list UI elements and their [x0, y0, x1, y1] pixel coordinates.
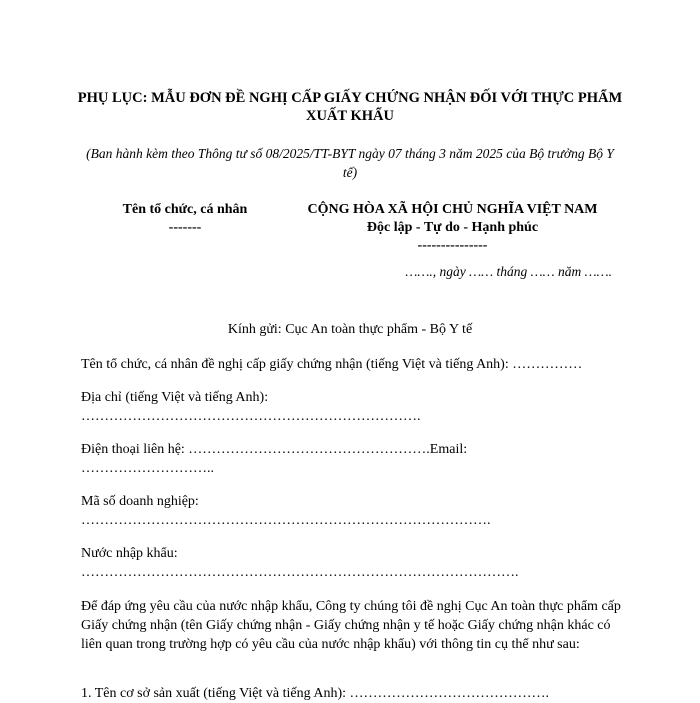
organization-underline: -------	[168, 220, 202, 235]
country-name: CỘNG HÒA XÃ HỘI CHỦ NGHĨA VIỆT NAM	[307, 202, 598, 217]
national-header	[280, 201, 625, 255]
document-subtitle: (Ban hành kèm theo Thông tư số 08/2025/TT-BYT ngày 07 tháng 3 năm 2025 của Bộ trưởng Bộ Y tế)	[86, 146, 614, 180]
date-line: ……., ngày …… tháng …… năm …….	[405, 264, 612, 279]
item-1-production-facility: 1. Tên cơ sở sản xuất (tiếng Việt và tiếng Anh): …………………………………….	[81, 686, 550, 701]
address-label: Địa chỉ (tiếng Việt và tiếng Anh):	[81, 390, 269, 405]
motto-underline: ---------------	[417, 238, 488, 253]
tax-code-label: Mã số doanh nghiệp:	[81, 494, 199, 509]
phone-email-field: Điện thoại liên hệ: …………………………………………….Email:	[81, 442, 468, 457]
organization-header	[100, 201, 270, 237]
address-dots: ……………………………………………………………….	[81, 409, 421, 424]
recipient-line: Kính gửi: Cục An toàn thực phẩm - Bộ Y tế	[227, 322, 473, 337]
org-request-field: Tên tổ chức, cá nhân đề nghị cấp giấy chứng nhận (tiếng Việt và tiếng Anh): ……………	[81, 357, 583, 372]
import-country-label: Nước nhập khẩu:	[81, 546, 178, 561]
request-paragraph: Để đáp ứng yêu cầu của nước nhập khẩu, Công ty chúng tôi đề nghị Cục An toàn thực phẩm cấp Giấy chứng nhận (tên Giấy chứng nhận - Giấy chứng nhận y tế hoặc Giấy chứng nhận khác có liên quan trong trường hợp có yêu cầu của nước nhập khẩu) với thông tin cụ thể như sau:	[81, 599, 621, 652]
import-country-dots: ………………………………………………………………………………….	[81, 565, 519, 580]
national-motto: Độc lập - Tự do - Hạnh phúc	[366, 220, 539, 235]
organization-name: Tên tổ chức, cá nhân	[122, 202, 248, 217]
tax-code-dots: …………………………………………………………………………….	[81, 513, 491, 528]
document-title: PHỤ LỤC: MẪU ĐƠN ĐỀ NGHỊ CẤP GIẤY CHỨNG NHẬN ĐỐI VỚI THỰC PHẨM XUẤT KHẨU	[77, 90, 623, 124]
phone-dots: ………………………..	[81, 461, 214, 476]
